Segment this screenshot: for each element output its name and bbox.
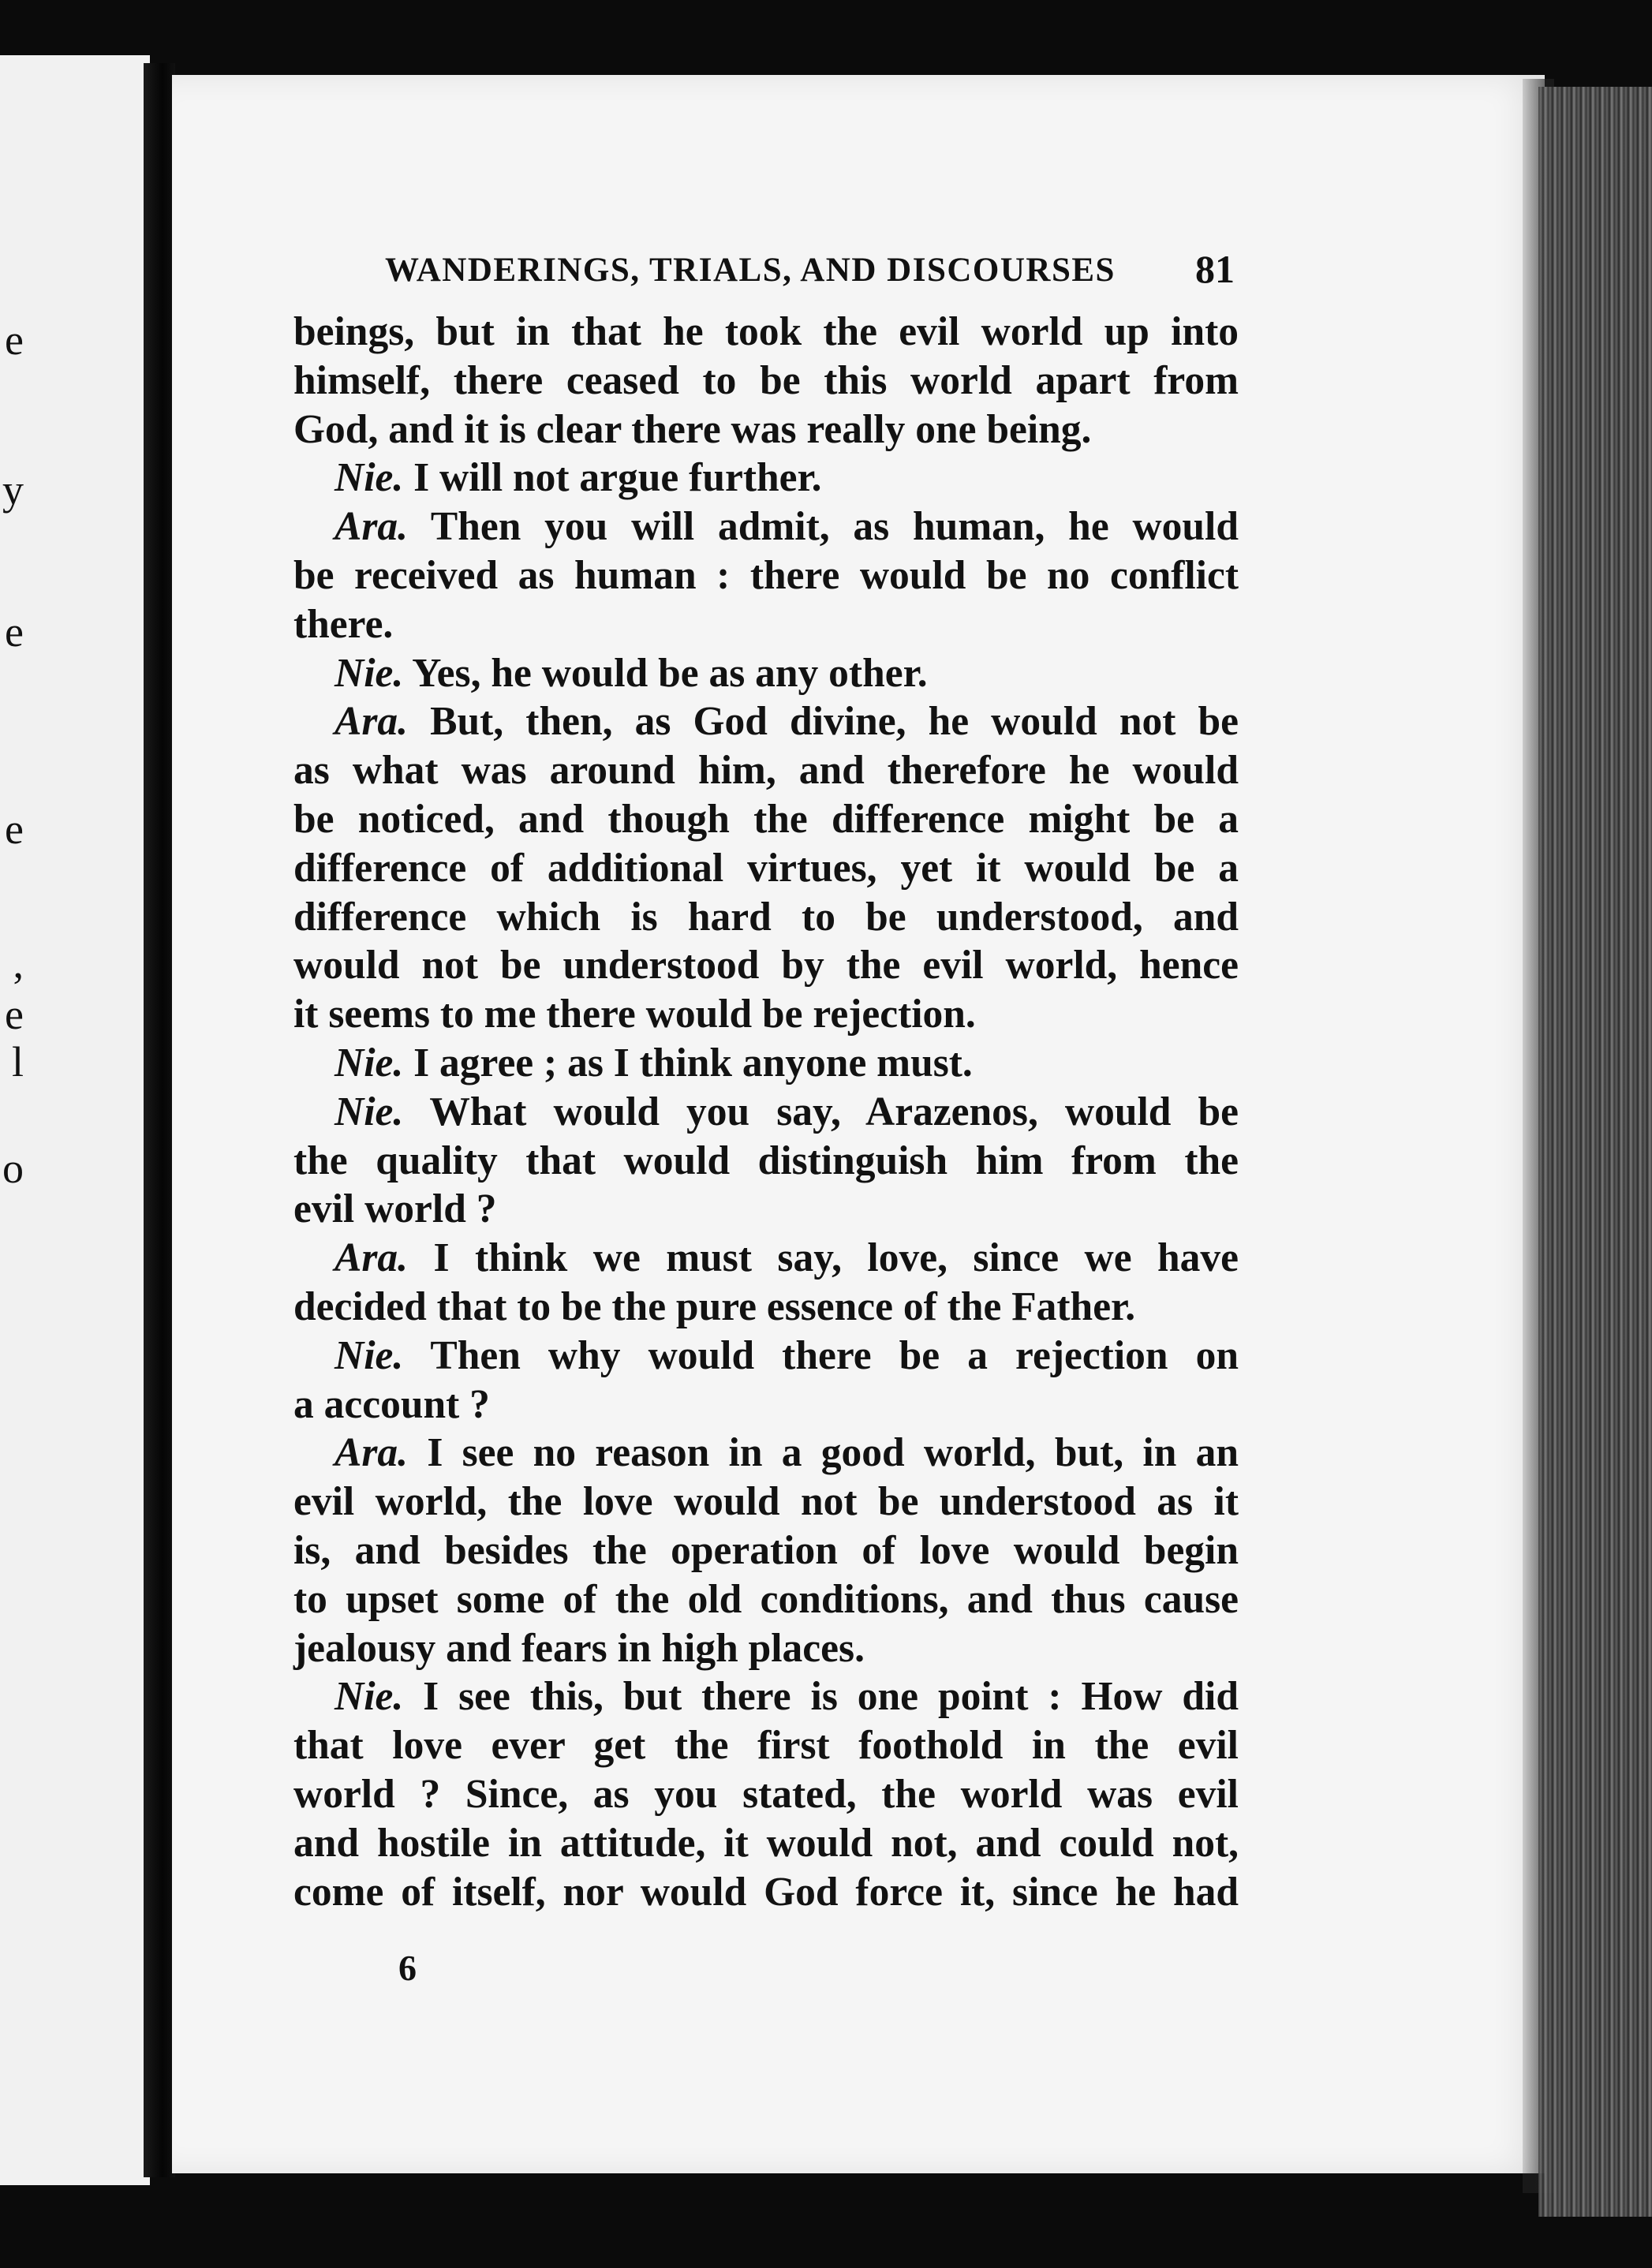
text-line [293, 503, 1239, 551]
line-text: What would you say, Arazenos, would be [429, 1089, 1239, 1134]
left-page-text-fragment: e [5, 805, 24, 853]
text-line [293, 1819, 1239, 1868]
text-line [293, 1039, 1239, 1088]
signature-mark: 6 [398, 1948, 417, 1988]
line-text: to upset some of the old conditions, and thus cause [293, 1576, 1239, 1622]
speaker-label: Nie. [335, 1674, 404, 1720]
text-line [293, 1429, 1239, 1478]
text-line [293, 1137, 1239, 1186]
text-line [293, 454, 1239, 503]
page-edge-stack [1538, 87, 1652, 2217]
page-number: 81 [1195, 247, 1235, 291]
line-text: I think we must say, love, since we have [433, 1235, 1239, 1281]
line-text: himself, there ceased to be this world apart from [293, 357, 1239, 403]
text-line [293, 990, 1239, 1039]
text-line [293, 795, 1239, 844]
line-text: come of itself, nor would God force it, since he had [293, 1869, 1239, 1915]
text-line [293, 1770, 1239, 1819]
speaker-label: Nie. [335, 1040, 404, 1085]
text-line [293, 1478, 1239, 1526]
book-gutter [144, 63, 175, 2177]
text-line [293, 1381, 1239, 1429]
speaker-label: Ara. [335, 504, 409, 550]
text-line [293, 600, 1239, 649]
left-page-text-fragment: e [5, 316, 24, 364]
text-line [293, 746, 1239, 795]
text-line [293, 1185, 1239, 1234]
body-text [293, 308, 1239, 1916]
text-line [293, 893, 1239, 942]
text-line [293, 844, 1239, 893]
text-line [293, 1234, 1239, 1283]
line-text: Then you will admit, as human, he would [430, 504, 1239, 550]
line-text: God, and it is clear there was really one being. [293, 406, 1092, 452]
line-text: would not be understood by the evil world, hence [293, 943, 1239, 988]
line-text: Yes, he would be as any other. [412, 650, 928, 696]
left-page-text-fragment: , [13, 940, 24, 987]
line-text: evil world ? [293, 1186, 497, 1232]
line-text: decided that to be the pure essence of the Father. [293, 1283, 1136, 1329]
line-text: difference which is hard to be understood, and [293, 894, 1239, 940]
text-line [293, 357, 1239, 405]
speaker-label: Nie. [335, 1332, 404, 1378]
line-text: I see this, but there is one point : How did [423, 1674, 1239, 1720]
line-text: be noticed, and though the difference might be a [293, 796, 1239, 842]
speaker-label: Ara. [335, 1235, 409, 1281]
line-text: is, and besides the operation of love would begin [293, 1527, 1239, 1573]
text-line [293, 1721, 1239, 1770]
line-text: evil world, the love would not be understood as it [293, 1479, 1239, 1525]
line-text: world ? Since, as you stated, the world was evil [293, 1771, 1239, 1817]
left-page-text-fragment: e [5, 991, 24, 1038]
speaker-label: Nie. [335, 1089, 404, 1134]
speaker-label: Nie. [335, 650, 404, 696]
text-line [293, 1526, 1239, 1575]
running-header: WANDERINGS, TRIALS, AND DISCOURSES [385, 252, 1116, 289]
line-text: a account ? [293, 1381, 490, 1427]
text-line [293, 1868, 1239, 1917]
line-text: the quality that would distinguish him from the [293, 1138, 1239, 1183]
text-line [293, 649, 1239, 698]
line-text: be received as human : there would be no conflict [293, 552, 1239, 598]
left-page-fragment [0, 55, 150, 2185]
line-text: I will not argue further. [413, 455, 822, 501]
speaker-label: Ara. [335, 1430, 409, 1476]
text-line [293, 551, 1239, 600]
line-text: that love ever get the first foothold in the evil [293, 1723, 1239, 1769]
left-page-text-fragment: o [2, 1145, 24, 1192]
line-text: difference of additional virtues, yet it would be a [293, 845, 1239, 891]
line-text: jealousy and fears in high places. [293, 1625, 865, 1671]
left-page-text-fragment: l [11, 1038, 24, 1085]
text-line [293, 1575, 1239, 1624]
text-line [293, 1088, 1239, 1137]
text-line [293, 697, 1239, 746]
text-line [293, 1672, 1239, 1721]
line-text: and hostile in attitude, it would not, and could not, [293, 1820, 1239, 1866]
line-text: Then why would there be a rejection on [430, 1332, 1239, 1378]
line-text: I agree ; as I think anyone must. [413, 1040, 973, 1085]
text-line [293, 1624, 1239, 1673]
speaker-label: Ara. [335, 699, 409, 745]
line-text: as what was around him, and therefore he would [293, 748, 1239, 794]
speaker-label: Nie. [335, 455, 404, 501]
text-line [293, 1283, 1239, 1332]
line-text: beings, but in that he took the evil world up into [293, 309, 1239, 354]
line-text: it seems to me there would be rejection. [293, 992, 976, 1037]
text-line [293, 941, 1239, 990]
left-page-text-fragment: y [2, 466, 24, 514]
line-text: there. [293, 601, 394, 647]
line-text: I see no reason in a good world, but, in an [427, 1430, 1239, 1476]
left-page-text-fragment: e [5, 608, 24, 656]
line-text: But, then, as God divine, he would not be [430, 699, 1239, 745]
text-line [293, 405, 1239, 454]
text-line [293, 308, 1239, 357]
text-line [293, 1332, 1239, 1381]
